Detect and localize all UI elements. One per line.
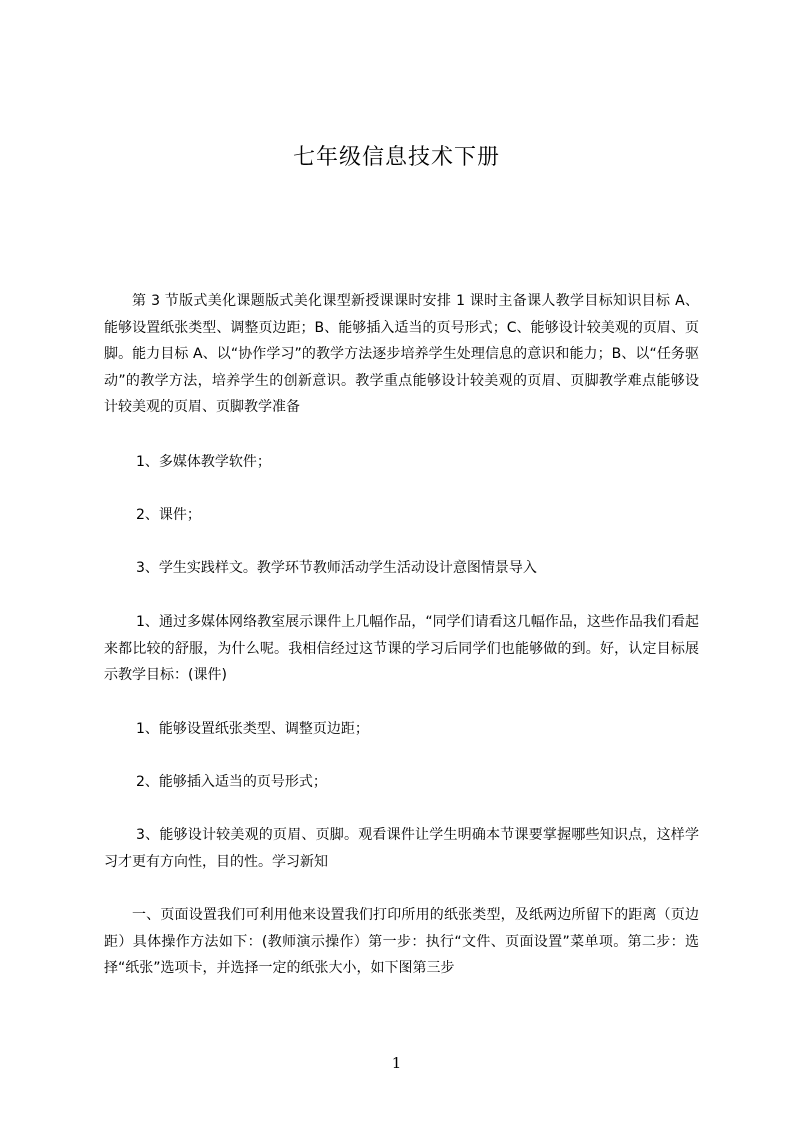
paragraph-prep-item-1: 1、多媒体教学软件； <box>136 454 271 470</box>
paragraph-goal-3: 3、能够设计较美观的页眉、页脚。观看课件让学生明确本节课要掌握哪些知识点，这样学习才更有方向性，目的性。学习新知 <box>104 827 699 870</box>
page-number: 1 <box>391 1054 402 1072</box>
paragraph-page-setup: 一、页面设置我们可利用他来设置我们打印所用的纸张类型，及纸两边所留下的距离（页边距）具体操作方法如下：(教师演示操作）第一步：执行“文件、页面设置”菜单项。第二步：选择“纸张”选项卡，并选择一定的纸张大小，如下图第三步 <box>104 907 699 976</box>
paragraph-lesson-overview: 第 3 节版式美化课题版式美化课型新授课课时安排 1 课时主备课人教学目标知识目标 A、能够设置纸张类型、调整页边距；B、能够插入适当的页号形式；C、能够设计较美观的页眉、页脚。能力目标 A、以“协作学习”的教学方法逐步培养学生处理信息的意识和能力；B、以“任务驱动”的教学方法，培养学生的创新意识。教学重点能够设计较美观的页眉、页脚教学难点能够设计较美观的页眉、页脚教学准备 <box>104 293 699 415</box>
paragraph-goal-1: 1、能够设置纸张类型、调整页边距； <box>136 721 369 737</box>
paragraph-intro-activity: 1、通过多媒体网络教室展示课件上几幅作品，“同学们请看这几幅作品，这些作品我们看起来都比较的舒服，为什么呢。我相信经过这节课的学习后同学们也能够做的到。好，认定目标展示教学目标：(课件) <box>104 614 699 683</box>
paragraph-prep-item-2: 2、课件； <box>136 507 201 523</box>
paragraph-prep-item-3: 3、学生实践样文。教学环节教师活动学生活动设计意图情景导入 <box>136 560 537 576</box>
document-title: 七年级信息技术下册 <box>292 145 500 170</box>
paragraph-goal-2: 2、能够插入适当的页号形式； <box>136 774 327 790</box>
